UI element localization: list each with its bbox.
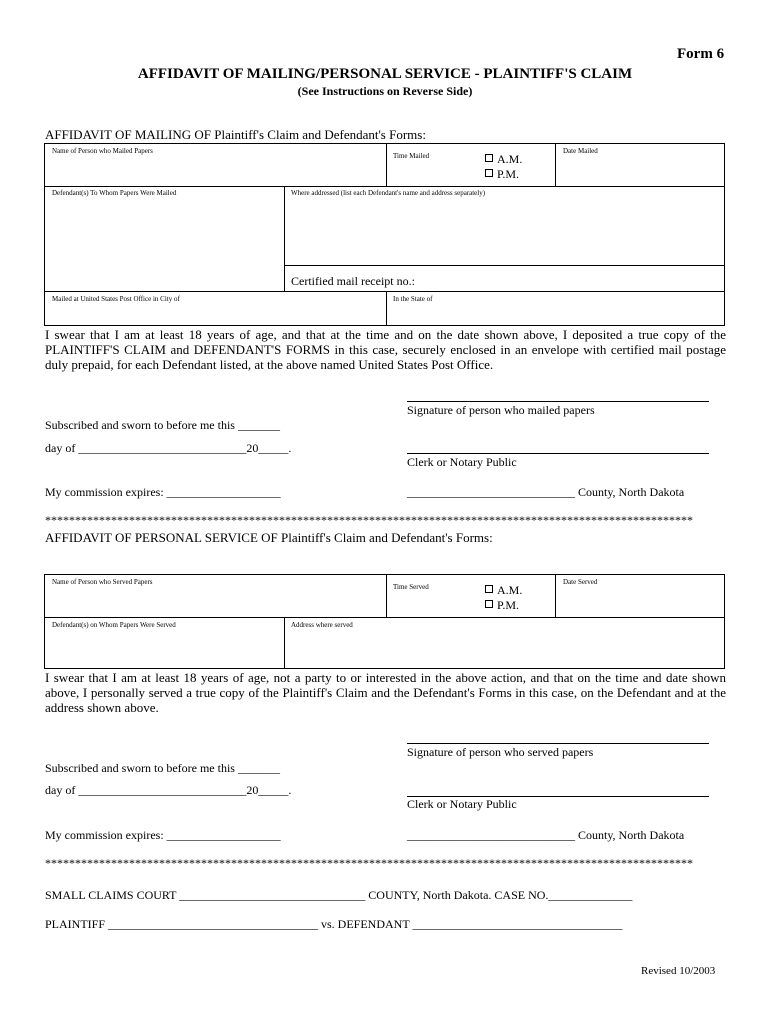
- parties-line: PLAINTIFF ___________________________________ vs. DEFENDANT ___________________________________: [45, 917, 623, 931]
- pm-checkbox[interactable]: [485, 598, 519, 613]
- service-table: [44, 574, 725, 669]
- divider: [284, 186, 285, 291]
- divider: [45, 291, 724, 292]
- page-subtitle: (See Instructions on Reverse Side): [297, 84, 473, 98]
- mailing-heading: AFFIDAVIT OF MAILING OF Plaintiff's Claim and Defendant's Forms:: [45, 127, 426, 142]
- form-number: Form 6: [677, 46, 725, 62]
- time-mailed-label: Time Mailed: [393, 152, 430, 160]
- page-title: AFFIDAVIT OF MAILING/PERSONAL SERVICE - PLAINTIFF'S CLAIM: [137, 66, 633, 82]
- mailing-clerk-label: Clerk or Notary Public: [407, 455, 517, 469]
- mailing-subscribed: Subscribed and sworn to before me this _______: [45, 418, 280, 432]
- separator-stars: ************************************************************************************************************: [45, 513, 693, 527]
- checkbox-icon: [485, 154, 493, 162]
- court-line: SMALL CLAIMS COURT _______________________________ COUNTY, North Dakota. CASE NO.______________: [45, 888, 633, 902]
- divider: [45, 617, 724, 618]
- mailing-oath: I swear that I am at least 18 years of age, and that at the time and on the date shown above, I deposited a true copy of the PLAINTIFF'S CLAIM and DEFENDANT'S FORMS in this case, securely enclosed in an envelope with certified mail postage duly prepaid, for each Defendant listed, at the above named United States Post Office.: [45, 327, 726, 372]
- divider: [284, 265, 724, 266]
- defendants-served-label: Defendant(s) on Whom Papers Were Served: [52, 621, 176, 629]
- name-mailed-label: Name of Person who Mailed Papers: [52, 147, 153, 155]
- divider: [555, 575, 556, 617]
- mailing-table: [44, 143, 725, 326]
- service-heading: AFFIDAVIT OF PERSONAL SERVICE OF Plaintiff's Claim and Defendant's Forms:: [45, 530, 493, 545]
- service-signature-label: Signature of person who served papers: [407, 745, 594, 759]
- service-county: ____________________________ County, North Dakota: [407, 828, 685, 842]
- am-label: A.M.: [497, 152, 523, 166]
- checkbox-icon: [485, 585, 493, 593]
- service-oath: I swear that I am at least 18 years of age, not a party to or interested in the above action, and that on the time and date shown above, I personally served a true copy of the Plaintiff's Claim and the Defendant's Forms in this case, on the Defendant and at the address shown above.: [45, 670, 726, 715]
- address-served-label: Address where served: [291, 621, 353, 629]
- divider: [284, 617, 285, 668]
- am-checkbox[interactable]: [485, 152, 522, 167]
- notary-line[interactable]: [407, 453, 709, 454]
- signature-line[interactable]: [407, 401, 709, 402]
- mailing-day-of: day of ____________________________20_____.: [45, 441, 292, 455]
- divider: [555, 144, 556, 186]
- state-label: In the State of: [393, 295, 433, 303]
- mailing-county: ____________________________ County, North Dakota: [407, 485, 685, 499]
- pm-label: P.M.: [497, 598, 520, 612]
- separator-stars: ************************************************************************************************************: [45, 856, 693, 870]
- divider: [386, 144, 387, 186]
- am-label: A.M.: [497, 583, 523, 597]
- divider: [45, 186, 724, 187]
- service-subscribed: Subscribed and sworn to before me this _______: [45, 761, 280, 775]
- am-checkbox[interactable]: [485, 583, 522, 598]
- divider: [386, 575, 387, 617]
- service-commission: My commission expires: ___________________: [45, 828, 281, 842]
- checkbox-icon: [485, 600, 493, 608]
- signature-line[interactable]: [407, 743, 709, 744]
- where-addressed-label: Where addressed (list each Defendant's name and address separately): [291, 189, 486, 197]
- mailing-commission: My commission expires: ___________________: [45, 485, 281, 499]
- service-day-of: day of ____________________________20_____.: [45, 783, 292, 797]
- post-office-city-label: Mailed at United States Post Office in City of: [52, 295, 180, 303]
- pm-checkbox[interactable]: [485, 167, 519, 182]
- name-served-label: Name of Person who Served Papers: [52, 578, 153, 586]
- date-served-label: Date Served: [563, 578, 598, 586]
- revised-date: Revised 10/2003: [641, 965, 716, 977]
- service-clerk-label: Clerk or Notary Public: [407, 797, 517, 811]
- mailing-signature-label: Signature of person who mailed papers: [407, 403, 595, 417]
- certified-receipt-label: Certified mail receipt no.:: [291, 274, 415, 288]
- checkbox-icon: [485, 169, 493, 177]
- date-mailed-label: Date Mailed: [563, 147, 598, 155]
- divider: [386, 291, 387, 326]
- pm-label: P.M.: [497, 167, 520, 181]
- time-served-label: Time Served: [393, 583, 429, 591]
- defendants-mailed-label: Defendant(s) To Whom Papers Were Mailed: [52, 189, 177, 197]
